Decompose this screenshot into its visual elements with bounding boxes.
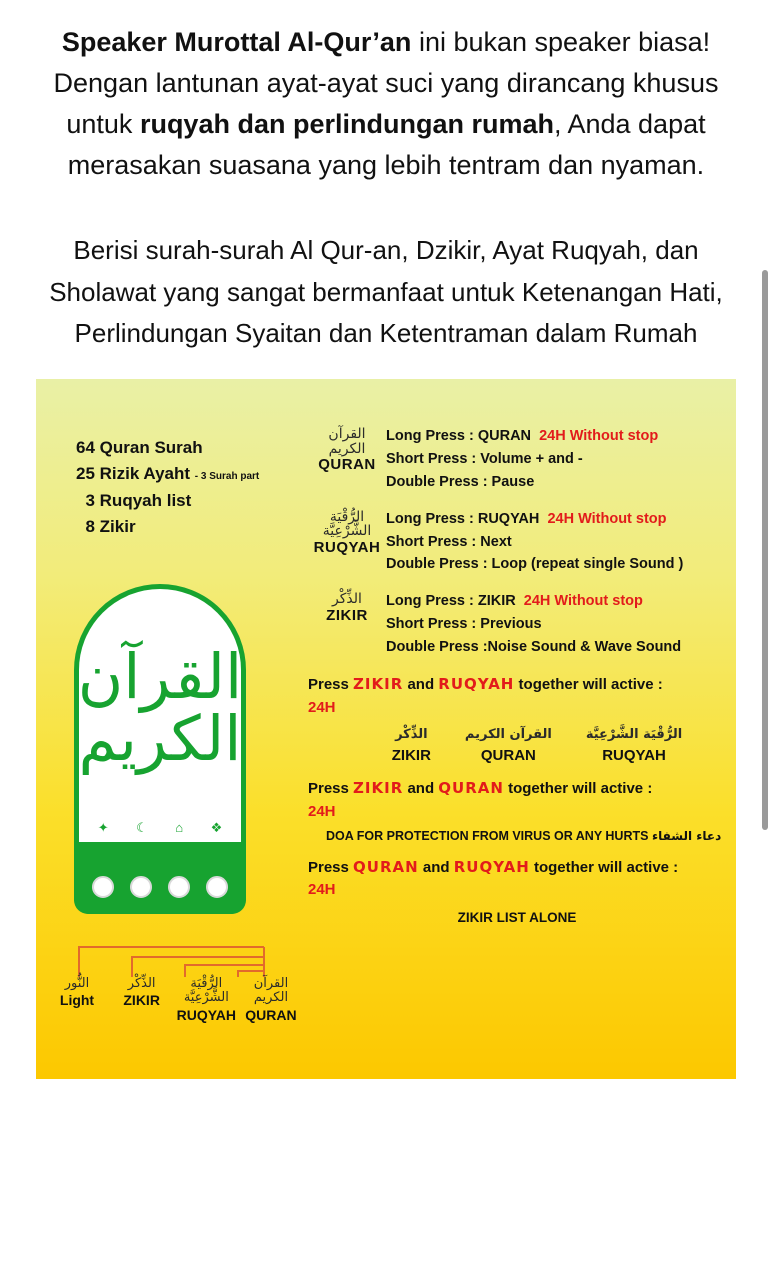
device-button-row (84, 876, 236, 898)
combo-duration: 24H (308, 802, 336, 820)
button-light[interactable] (92, 876, 114, 898)
combo-zikir-quran (308, 777, 726, 846)
spec-item (76, 488, 259, 514)
line-label: Long Press : (386, 593, 474, 610)
device-button-labels (46, 977, 302, 1023)
badge-name: RUQYAH (313, 539, 381, 556)
combo-duration: 24H (308, 698, 336, 716)
combo-badges (348, 725, 726, 767)
zikir-icon: ☾ (136, 819, 148, 835)
badge-zikir (308, 590, 386, 624)
label-light (46, 977, 108, 1023)
line-extra: 24H Without stop (547, 510, 667, 527)
line-value: Previous (480, 616, 542, 633)
line-label: Double Press : Pause (386, 473, 535, 490)
spec-count: 64 (76, 437, 95, 457)
line-value: QURAN (477, 427, 532, 444)
line-extra: 24H Without stop (523, 593, 643, 610)
instruction-panel (308, 425, 726, 928)
spec-count: 25 (76, 464, 95, 484)
label-ruqyah (175, 977, 237, 1023)
instruction-lines (386, 590, 726, 659)
spec-item (76, 514, 259, 540)
label-zikir (111, 977, 173, 1023)
instruction-line (386, 471, 726, 494)
line-label: Short Press : (386, 616, 477, 633)
combo-prefix: Press (308, 858, 349, 876)
description-text-2: , Anda dapat merasakan suasana yang lebih tentram dan nyaman. (67, 109, 706, 181)
combo-key-2: RUQYAH (453, 857, 530, 876)
instruction-line (386, 531, 726, 554)
badge-quran (308, 425, 386, 473)
combo-mid: and (407, 780, 435, 798)
description-bold-highlight: ruqyah dan perlindungan rumah (139, 109, 554, 140)
label-quran (240, 977, 302, 1023)
instruction-line (386, 590, 726, 613)
instruction-line (386, 553, 726, 576)
badge-arabic: القرآن الكريم (464, 727, 552, 743)
combo-badge-quran (465, 725, 552, 767)
spec-label: Quran Surah (99, 437, 203, 457)
badge-arabic: الذِّكْر (332, 591, 362, 608)
label-text: RUQYAH (176, 1006, 236, 1023)
button-quran[interactable] (206, 876, 228, 898)
combo-note-text: DOA FOR PROTECTION FROM VIRUS OR ANY HURTS (326, 829, 649, 844)
description-bold-title: Speaker Murottal Al-Qur’an (61, 27, 412, 57)
combo-key-1: QURAN (353, 857, 419, 876)
light-icon: ✦ (97, 819, 109, 835)
combo-mid: and (422, 858, 450, 876)
combo-line (308, 856, 726, 880)
instruction-quran (308, 425, 726, 494)
badge-arabic: الذِّكْر (395, 727, 428, 743)
quran-icon: ❖ (210, 819, 223, 835)
description-text-1: ini bukan speaker biasa! Dengan lantunan ayat-ayat suci yang dirancang khusus untuk (53, 27, 719, 140)
product-description (0, 0, 772, 355)
page-scrollbar[interactable] (762, 270, 768, 830)
badge-ruqyah (308, 508, 386, 556)
label-text: Light (59, 992, 95, 1009)
instruction-ruqyah (308, 508, 726, 577)
instruction-line (386, 448, 726, 471)
instruction-line (386, 613, 726, 636)
badge-name: RUQYAH (602, 746, 666, 764)
instruction-line (386, 636, 726, 659)
line-label: Short Press : (386, 533, 477, 550)
label-arabic: الرُّقْيَة الشَّرْعِيَّة (183, 975, 229, 1006)
line-label: Long Press : (386, 510, 474, 527)
combo-suffix: together will active : (508, 780, 653, 798)
instruction-lines (386, 425, 726, 494)
line-extra: 24H Without stop (539, 427, 659, 444)
badge-name: QURAN (480, 746, 536, 764)
label-text: ZIKIR (123, 992, 160, 1009)
scrollbar-thumb[interactable] (762, 270, 768, 830)
badge-arabic: الرُّقْيَة الشَّرْعِيَّة (322, 508, 372, 540)
quran-calligraphy: القرآن الكريم (77, 639, 243, 775)
combo-line (308, 777, 726, 801)
spec-label: Zikir (99, 516, 136, 536)
bottom-spacer (0, 1272, 772, 1280)
combo-key-1: ZIKIR (353, 675, 404, 694)
combo-prefix: Press (308, 780, 349, 798)
instruction-lines (386, 508, 726, 577)
line-label: Long Press : (386, 427, 474, 444)
combo-badge-zikir (392, 725, 431, 767)
combo-note-arabic: دعاء الشفاء (651, 829, 722, 844)
combo-line (308, 673, 726, 697)
button-zikir[interactable] (130, 876, 152, 898)
line-label: Double Press : Loop (repeat single Sound ) (386, 556, 684, 573)
spec-item (76, 435, 259, 461)
description-paragraph-2: Berisi surah-surah Al Qur-an, Dzikir, Ayat Ruqyah, dan Sholawat yang sangat bermanfaat untuk Ketenangan Hati, Perlindungan Syaitan dan Ketentraman dalam Rumah (49, 235, 723, 349)
line-value: RUQYAH (477, 510, 540, 527)
button-ruqyah[interactable] (168, 876, 190, 898)
instruction-line (386, 425, 726, 448)
instruction-zikir (308, 590, 726, 659)
ruqyah-icon: ⌂ (175, 819, 184, 835)
badge-arabic: الرُّقْيَة الشَّرْعِيَّة (585, 727, 683, 743)
combo-suffix: together will active : (518, 676, 663, 694)
label-arabic: النُّور (64, 975, 90, 991)
device-illustration (74, 584, 246, 914)
badge-arabic: القرآن الكريم (328, 425, 366, 457)
combo-note (326, 827, 726, 846)
line-label: Short Press : (386, 450, 477, 467)
spec-label: Rizik Ayaht (99, 464, 191, 484)
line-value: ZIKIR (477, 593, 516, 610)
combo-suffix: together will active : (533, 858, 679, 876)
spec-count: 8 (85, 516, 95, 536)
badge-name: ZIKIR (391, 746, 431, 764)
combo-zikir-ruqyah (308, 673, 726, 767)
combo-key-2: RUQYAH (438, 675, 515, 694)
line-value: Volume + and - (480, 450, 583, 467)
spec-list (76, 435, 259, 540)
badge-name: QURAN (318, 456, 376, 474)
combo-quran-ruqyah (308, 856, 726, 928)
instruction-line (386, 508, 726, 531)
line-value: Next (480, 533, 512, 550)
spec-count: 3 (85, 490, 95, 510)
combo-badge-ruqyah (586, 725, 682, 767)
line-label: Double Press :Noise Sound & Wave Sound (386, 639, 682, 656)
combo-mid: and (407, 676, 435, 694)
label-text: QURAN (245, 1006, 297, 1023)
product-infographic (36, 379, 736, 1079)
combo-key-2: QURAN (438, 779, 504, 798)
leader-lines (54, 919, 294, 979)
combo-prefix: Press (308, 676, 349, 694)
label-arabic: الذِّكْر (127, 975, 156, 991)
combo-center-note: ZIKIR LIST ALONE (457, 909, 577, 925)
combo-duration: 24H (308, 881, 336, 899)
spec-note: - 3 Surah part (194, 471, 260, 483)
combo-key-1: ZIKIR (353, 779, 404, 798)
device-icon-row (84, 820, 236, 836)
spec-label: Ruqyah list (99, 490, 192, 510)
label-arabic: القرآن الكريم (253, 975, 289, 1006)
description-paragraph-1 (38, 22, 734, 186)
badge-name: ZIKIR (326, 607, 368, 625)
spec-item (76, 461, 259, 487)
